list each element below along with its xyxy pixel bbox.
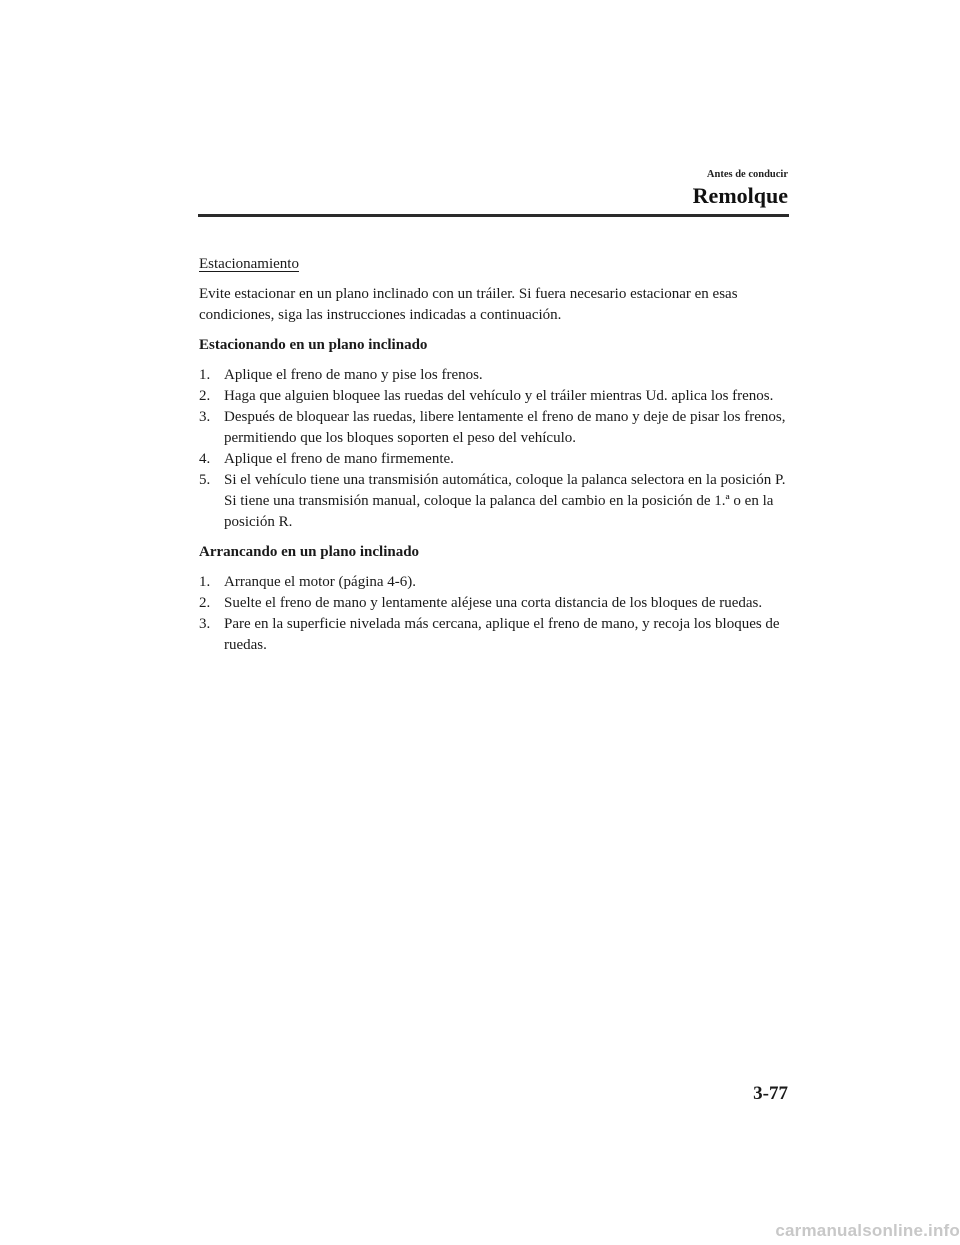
step-text: Aplique el freno de mano firmemente. [224,451,454,467]
step-number: 2. [199,388,211,404]
list-item [199,470,789,533]
step-number: 1. [199,367,211,383]
starting-steps-list [199,572,789,656]
step-number: 3. [199,616,211,632]
step-number: 1. [199,574,211,590]
subheading-estacionamiento: Estacionamiento [199,256,299,272]
step-number: 2. [199,595,211,611]
page-number: 3-77 [753,1083,788,1104]
step-number: 5. [199,472,211,488]
section-label: Antes de conducir [706,169,788,180]
step-text: Suelte el freno de mano y lentamente aléjese una corta distancia de los bloques de ruedas. [224,595,763,611]
step-text: Arranque el motor (página 4-6). [224,574,417,590]
list-item [199,407,789,449]
main-content [199,254,789,665]
step-text: Haga que alguien bloquee las ruedas del vehículo y el tráiler mientras Ud. aplica los frenos. [224,388,774,404]
list-item [199,614,789,656]
watermark: carmanualsonline.info [775,1221,960,1240]
page-title: Remolque [692,183,788,208]
list-item [199,386,789,407]
intro-paragraph: Evite estacionar en un plano inclinado con un tráiler. Si fuera necesario estacionar en esas condiciones, siga las instrucciones indicadas a continuación. [199,286,738,323]
list-item [199,593,789,614]
starting-heading: Arrancando en un plano inclinado [199,544,420,560]
parking-steps-list [199,365,789,533]
step-text: Aplique el freno de mano y pise los frenos. [224,367,483,383]
step-text: Pare en la superficie nivelada más cercana, aplique el freno de mano, y recoja los bloques de ruedas. [224,616,780,653]
list-item [199,572,789,593]
parking-heading: Estacionando en un plano inclinado [199,337,428,353]
step-number: 4. [199,451,211,467]
step-number: 3. [199,409,211,425]
list-item [199,365,789,386]
header-divider [198,214,789,217]
step-text: Si el vehículo tiene una transmisión automática, coloque la palanca selectora en la posición P. Si tiene una transmisión manual, coloque la palanca del cambio en la posición de 1.ª o en la posición R. [224,472,786,530]
list-item [199,449,789,470]
step-text: Después de bloquear las ruedas, libere lentamente el freno de mano y deje de pisar los frenos, permitiendo que los bloques soporten el peso del vehículo. [224,409,786,446]
